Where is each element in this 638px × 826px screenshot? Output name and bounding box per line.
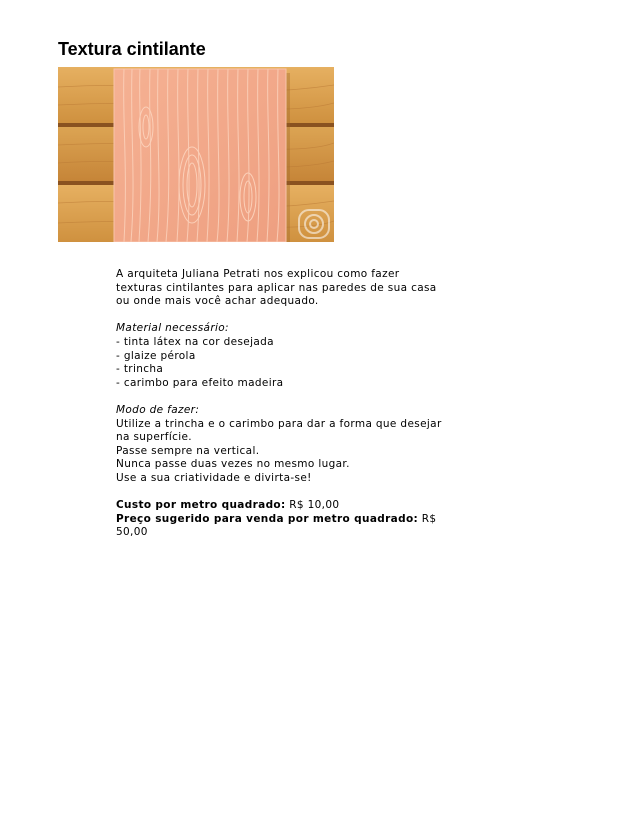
price-value: R$ 50,00 xyxy=(116,512,437,539)
wood-texture-panel-image xyxy=(58,67,334,242)
price-line xyxy=(116,513,446,540)
method-step: Utilize a trincha e o carimbo para dar a forma que desejar na superfície. xyxy=(116,417,442,444)
pricing-section xyxy=(116,499,446,540)
cost-label: Custo por metro quadrado: xyxy=(116,499,286,512)
wood-texture-photo-svg xyxy=(58,67,334,242)
price-label: Preço sugerido para venda por metro quadrado: xyxy=(116,512,419,525)
article-body xyxy=(116,268,446,553)
method-step: Nunca passe duas vezes no mesmo lugar. xyxy=(116,458,350,471)
material-item: - trincha xyxy=(116,363,164,376)
method-step: Passe sempre na vertical. xyxy=(116,444,260,457)
materials-section xyxy=(116,322,446,390)
method-heading: Modo de fazer: xyxy=(116,403,200,416)
intro-paragraph: A arquiteta Juliana Petrati nos explicou como fazer texturas cintilantes para aplicar nas paredes de sua casa ou onde mais você achar adequado. xyxy=(116,268,437,308)
materials-heading: Material necessário: xyxy=(116,322,229,335)
method-section xyxy=(116,404,446,486)
material-item: - carimbo para efeito madeira xyxy=(116,376,284,389)
cost-value: R$ 10,00 xyxy=(289,499,340,512)
method-step: Use a sua criatividade e divirta-se! xyxy=(116,471,312,484)
material-item: - tinta látex na cor desejada xyxy=(116,335,274,348)
page-title: Textura cintilante xyxy=(58,39,206,59)
material-item: - glaize pérola xyxy=(116,349,196,362)
cost-line xyxy=(116,499,446,513)
